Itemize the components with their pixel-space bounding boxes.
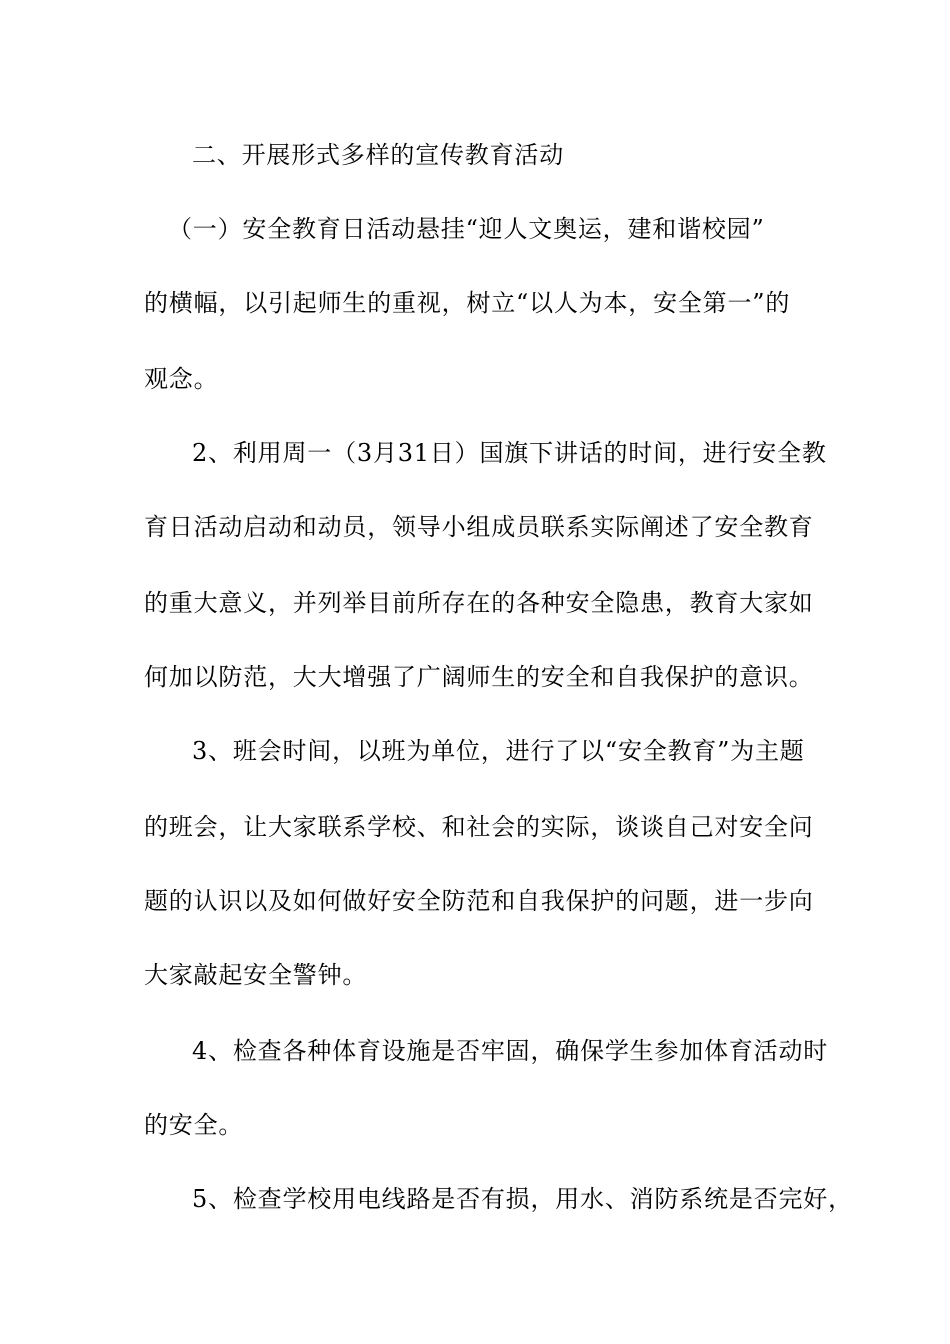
paragraph-4-line-1: 4、检查各种体育设施是否牢固，确保学生参加体育活动时 (192, 1037, 829, 1065)
paragraph-4-line-2: 的安全。 (144, 1111, 244, 1139)
section-heading: 二、开展形式多样的宣传教育活动 (192, 141, 564, 169)
paragraph-3-line-1: 3、班会时间，以班为单位，进行了以“安全教育”为主题 (192, 737, 805, 765)
paragraph-2-line-3: 的重大意义，并列举目前所存在的各种安全隐患，教育大家如 (144, 589, 814, 617)
paragraph-2-line-2: 育日活动启动和动员，领导小组成员联系实际阐述了安全教育 (144, 513, 814, 541)
paragraph-1-line-1: （一）安全教育日活动悬挂“迎人文奥运，建和谐校园” (168, 215, 765, 243)
paragraph-2-line-1: 2、利用周一（3月31日）国旗下讲话的时间，进行安全教 (192, 439, 827, 467)
paragraph-3-line-3: 题的认识以及如何做好安全防范和自我保护的问题，进一步向 (144, 887, 814, 915)
paragraph-3-line-2: 的班会，让大家联系学校、和社会的实际，谈谈自己对安全问 (144, 813, 814, 841)
paragraph-5-line-1: 5、检查学校用电线路是否有损，用水、消防系统是否完好， (192, 1185, 853, 1213)
paragraph-3-line-4: 大家敲起安全警钟。 (144, 961, 368, 989)
paragraph-2-line-4: 何加以防范，大大增强了广阔师生的安全和自我保护的意识。 (144, 663, 814, 691)
paragraph-1-line-2: 的横幅，以引起师生的重视，树立“以人为本，安全第一”的 (144, 289, 791, 317)
paragraph-1-line-3: 观念。 (144, 365, 219, 393)
